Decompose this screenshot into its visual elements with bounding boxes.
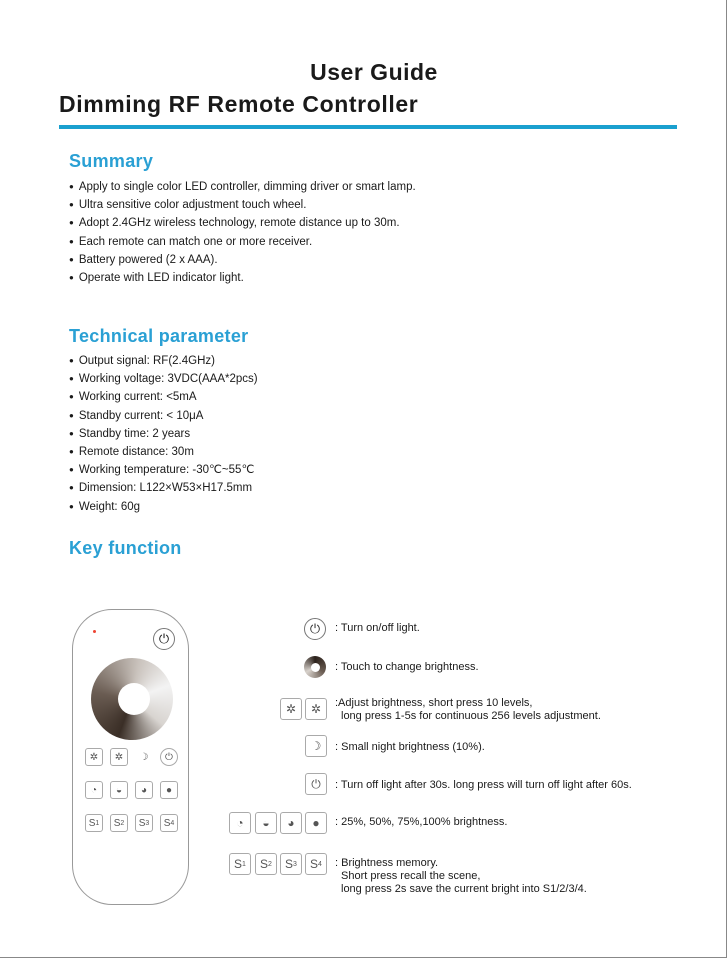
level-100-icon: ● — [305, 812, 327, 834]
scene-4-button: S 4 — [160, 814, 178, 832]
scene-3-button: S 3 — [135, 814, 153, 832]
list-item: ● Working temperature: -30℃~55℃ — [69, 461, 258, 479]
levels-description: : 25%, 50%, 75%,100% brightness. — [335, 816, 508, 828]
list-item: ● Standby time: 2 years — [69, 425, 258, 443]
page-subtitle: Dimming RF Remote Controller — [59, 91, 419, 117]
title-rule — [59, 125, 677, 129]
summary-list — [69, 178, 416, 287]
scene-2-button: S 2 — [110, 814, 128, 832]
list-item: ● Remote distance: 30m — [69, 443, 258, 461]
scene-1-button: S 1 — [229, 853, 251, 875]
list-item: ● Apply to single color LED controller, dimming driver or smart lamp. — [69, 178, 416, 196]
level-100-icon: ● — [160, 781, 178, 799]
scene-3-button: S 3 — [280, 853, 302, 875]
list-item: ● Working voltage: 3VDC(AAA*2pcs) — [69, 370, 258, 388]
power-icon: ⏻ — [304, 618, 326, 640]
timer-power-icon: ⏻ — [160, 748, 178, 766]
level-25-icon: ◔ — [229, 812, 251, 834]
memory-description: : Brightness memory. Short press recall the scene, long press 2s save the current bright into S1/2/3/4. — [335, 857, 587, 895]
touch-wheel-icon — [304, 656, 326, 678]
level-50-icon: ◒ — [110, 781, 128, 799]
power-icon: ⏻ — [153, 628, 175, 650]
timer-power-icon: ⏻ — [305, 773, 327, 795]
night-moon-icon: ☽ — [135, 748, 153, 766]
page-title: User Guide — [310, 59, 438, 85]
scene-2-button: S 2 — [255, 853, 277, 875]
wheel-description: : Touch to change brightness. — [335, 661, 479, 673]
list-item: ● Dimension: L122×W53×H17.5mm — [69, 479, 258, 497]
indicator-led — [93, 630, 96, 633]
list-item: ● Weight: 60g — [69, 498, 258, 516]
list-item: ● Working current: <5mA — [69, 388, 258, 406]
list-item: ● Operate with LED indicator light. — [69, 269, 416, 287]
delay-description: : Turn off light after 30s. long press will turn off light after 60s. — [335, 779, 632, 791]
brightness-up-icon: ✲ — [305, 698, 327, 720]
list-item: ● Standby current: < 10μA — [69, 407, 258, 425]
list-item: ● Adopt 2.4GHz wireless technology, remote distance up to 30m. — [69, 214, 416, 232]
level-75-icon: ◕ — [280, 812, 302, 834]
power-description: : Turn on/off light. — [335, 622, 420, 634]
key-function-heading: Key function — [69, 538, 182, 558]
brightness-up-icon: ✲ — [110, 748, 128, 766]
remote-illustration — [72, 609, 189, 905]
scene-4-button: S 4 — [305, 853, 327, 875]
list-item: ● Each remote can match one or more receiver. — [69, 233, 416, 251]
list-item: ● Battery powered (2 x AAA). — [69, 251, 416, 269]
level-50-icon: ◒ — [255, 812, 277, 834]
adjust-description: :Adjust brightness, short press 10 levels, long press 1-5s for continuous 256 levels adjustment. — [335, 697, 601, 722]
brightness-down-icon: ✲ — [280, 698, 302, 720]
touch-wheel — [91, 658, 173, 740]
list-item: ● Output signal: RF(2.4GHz) — [69, 352, 258, 370]
summary-heading: Summary — [69, 151, 154, 171]
level-25-icon: ◔ — [85, 781, 103, 799]
technical-heading: Technical parameter — [69, 326, 249, 346]
night-description: : Small night brightness (10%). — [335, 741, 485, 753]
brightness-down-icon: ✲ — [85, 748, 103, 766]
scene-1-button: S 1 — [85, 814, 103, 832]
technical-list — [69, 352, 258, 516]
level-75-icon: ◕ — [135, 781, 153, 799]
night-moon-icon: ☽ — [305, 735, 327, 757]
list-item: ● Ultra sensitive color adjustment touch wheel. — [69, 196, 416, 214]
